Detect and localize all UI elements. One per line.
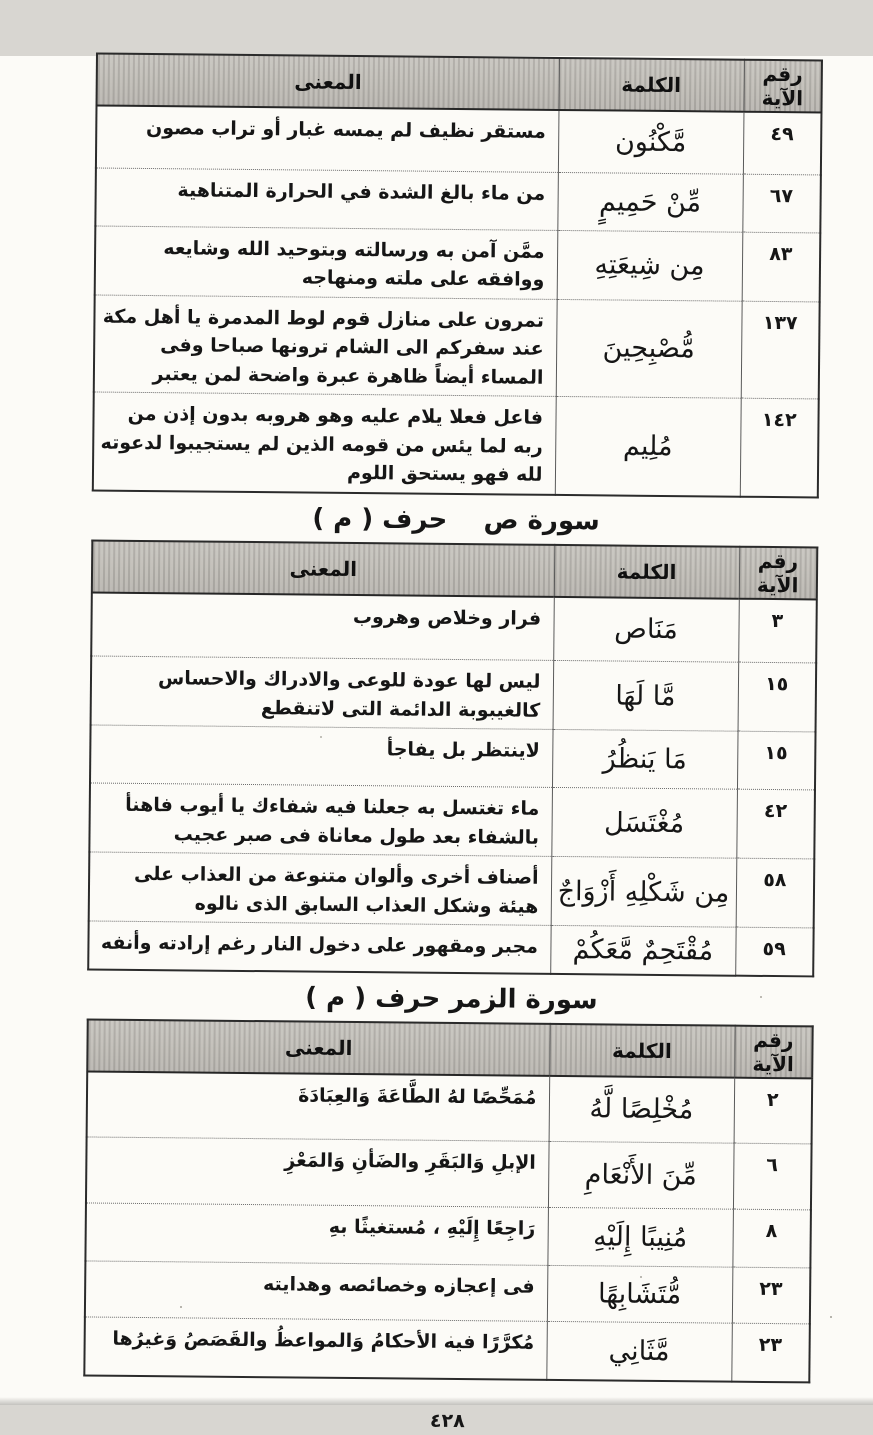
word-cell: مَّكْنُون: [558, 110, 744, 174]
section-heading-zumar: سورة الزمر حرف ( م ): [305, 982, 598, 1015]
verse-cell: ٢: [734, 1077, 813, 1144]
word-cell: مَّا لَهَا: [553, 660, 739, 731]
table-row: [89, 852, 815, 928]
glossary-table-sad: [87, 539, 818, 977]
word-cell: مِن شِيعَتِهِ: [557, 230, 743, 301]
word-cell: مِّنْ حَمِيمٍ: [557, 172, 743, 232]
table-header-row: [92, 540, 817, 599]
table-row: [94, 294, 820, 398]
verse-cell: ٦٧: [742, 174, 821, 233]
table-row: [88, 921, 813, 976]
meaning-cell: مجبر ومقهور على دخول النار رغم إرادته وأنفه: [88, 921, 550, 973]
meaning-cell: فى إعجازه وخصائصه وهدايته: [85, 1261, 548, 1321]
column-header-meaning: المعنى: [97, 54, 559, 110]
verse-cell: ٢٣: [731, 1323, 810, 1382]
word-cell: مَنَاص: [553, 596, 739, 662]
table-row: [96, 106, 822, 175]
verse-cell: ١٣٧: [741, 301, 820, 399]
verse-cell: ٤٢: [736, 789, 815, 859]
verse-cell: ٥٨: [736, 858, 815, 928]
word-cell: مُقْتَحِمٌ مَّعَكُمْ: [550, 925, 735, 975]
table-row: [86, 1137, 812, 1210]
word-cell: مُلِيم: [555, 396, 741, 496]
table-row: [85, 1203, 811, 1268]
word-cell: مُخْلِصًا لَّهُ: [549, 1075, 735, 1143]
table-row: [90, 725, 816, 790]
verse-cell: ٤٩: [743, 112, 822, 175]
table-row: [84, 1317, 810, 1382]
meaning-cell: أصناف أخرى وألوان متنوعة من العذاب على هيئة وشكل العذاب السابق الذى نالوه: [89, 852, 552, 925]
scanned-book-page: [0, 56, 873, 1432]
column-header-word: الكلمة: [549, 1023, 734, 1077]
meaning-cell: تمرون على منازل قوم لوط المدمرة يا أهل مكة عند سفركم الى الشام ترونها صباحا وفى المساء أيضاً ظاهرة عبرة واضحة لمن يعتبر: [94, 294, 557, 396]
verse-cell: ٣: [738, 598, 817, 663]
table-row: [87, 1071, 813, 1144]
word-cell: مِّنَ الأَنْعَامِ: [548, 1141, 734, 1209]
word-cell: مُّتَشَابِهًا: [547, 1265, 733, 1323]
meaning-cell: ماء تغتسل به جعلنا فيه شفاءك يا أيوب فاهنأ بالشفاء بعد طول معاناة فى صبر عجيب: [89, 783, 552, 856]
table-row: [89, 783, 815, 859]
table-row: [95, 226, 821, 302]
meaning-cell: ممَّن آمن به ورسالته وبتوحيد الله وشايعه ووافقه على ملته ومنهاجه: [95, 226, 558, 299]
verse-cell: ٨٣: [742, 232, 821, 302]
word-cell: مُغْتَسَل: [551, 787, 737, 858]
meaning-cell: الإبلِ وَالبَقَرِ والضَأنِ وَالمَعْزِ: [86, 1137, 549, 1207]
verse-cell: ١٤٢: [740, 398, 819, 497]
meaning-cell: من ماء بالغ الشدة في الحرارة المتناهية: [95, 168, 558, 230]
page-content: [85, 53, 823, 1435]
table-row: [95, 168, 821, 233]
column-header-verse: رقم الآية: [739, 546, 817, 599]
column-header-verse: رقم الآية: [734, 1025, 812, 1078]
meaning-cell: فرار وخلاص وهروب: [91, 592, 554, 660]
meaning-cell: ليس لها عودة للوعى والادراك والاحساس كالغيبوبة الدائمة التى لاتنقطع: [91, 656, 554, 729]
word-cell: مَّثَانِي: [546, 1321, 732, 1381]
verse-cell: ١٥: [737, 731, 816, 790]
meaning-cell: مُمَحِّصًا لهُ الطَّاعَةَ وَالعِبَادَةَ: [87, 1071, 550, 1141]
column-header-meaning: المعنى: [87, 1019, 549, 1075]
table-row: [91, 656, 817, 732]
meaning-cell: فاعل فعلا يلام عليه وهو هروبه بدون إذن من ربه لما يئس من قومه الذين لم يستجيبوا لدعوته لله فهو يستحق اللوم: [93, 392, 556, 494]
verse-cell: ٦: [733, 1143, 812, 1210]
glossary-table-saffat: [92, 53, 823, 498]
word-cell: مَا يَنظُرُ: [552, 729, 738, 789]
verse-cell: ٨: [732, 1209, 811, 1268]
section-heading-sad: سورة ص حرف ( م ): [312, 503, 600, 536]
column-header-word: الكلمة: [554, 544, 739, 598]
column-header-word: الكلمة: [558, 58, 743, 112]
table-header-row: [87, 1019, 812, 1078]
word-cell: مِن شَكْلِهِ أَزْوَاجٌ: [551, 856, 737, 927]
column-header-verse: رقم الآية: [743, 60, 821, 113]
word-cell: مُنِيبًا إِلَيْهِ: [547, 1207, 733, 1267]
table-row: [85, 1261, 811, 1324]
meaning-cell: مستقر نظيف لم يمسه غبار أو تراب مصون: [96, 106, 559, 172]
verse-cell: ٥٩: [735, 927, 813, 976]
column-header-meaning: المعنى: [92, 540, 554, 596]
verse-cell: ١٥: [738, 662, 817, 732]
meaning-cell: رَاجِعًا إِلَيْهِ ، مُستغيثًا بهِ: [85, 1203, 548, 1265]
word-cell: مُّصْبِحِينَ: [556, 299, 742, 398]
page-number: ٤٢٨: [429, 1409, 465, 1432]
table-row: [91, 592, 817, 663]
glossary-table-zumar: [83, 1018, 813, 1383]
meaning-cell: لاينتظر بل يفاجأ: [90, 725, 553, 787]
verse-cell: ٢٣: [732, 1267, 811, 1324]
meaning-cell: مُكرَّرًا فيه الأحكامُ وَالمواعظُ والقَصَصُ وَغيرُها: [84, 1317, 547, 1379]
table-header-row: [97, 54, 822, 113]
scan-bottom-edge: [0, 1397, 873, 1405]
table-row: [93, 392, 819, 497]
